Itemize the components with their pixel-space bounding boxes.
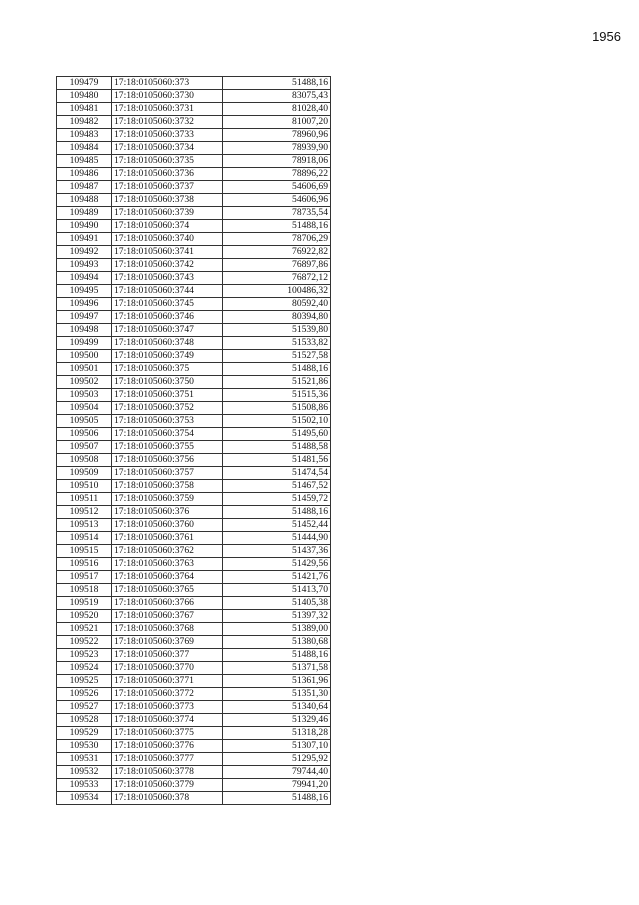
table-row bbox=[57, 116, 331, 129]
cadastral-number: 17:18:0105060:3767 bbox=[112, 610, 223, 623]
cadastral-value: 51488,16 bbox=[223, 792, 331, 805]
cadastral-number: 17:18:0105060:3738 bbox=[112, 194, 223, 207]
table-row bbox=[57, 649, 331, 662]
cadastral-number: 17:18:0105060:375 bbox=[112, 363, 223, 376]
cadastral-number: 17:18:0105060:3749 bbox=[112, 350, 223, 363]
cadastral-value: 51533,82 bbox=[223, 337, 331, 350]
table-row bbox=[57, 389, 331, 402]
table-row bbox=[57, 597, 331, 610]
cadastral-number: 17:18:0105060:3773 bbox=[112, 701, 223, 714]
table-row bbox=[57, 103, 331, 116]
cadastral-number: 17:18:0105060:3764 bbox=[112, 571, 223, 584]
row-number: 109512 bbox=[57, 506, 112, 519]
cadastral-value: 54606,96 bbox=[223, 194, 331, 207]
cadastral-number: 17:18:0105060:3732 bbox=[112, 116, 223, 129]
row-number: 109485 bbox=[57, 155, 112, 168]
row-number: 109479 bbox=[57, 77, 112, 90]
cadastral-value: 78939,90 bbox=[223, 142, 331, 155]
table-row bbox=[57, 220, 331, 233]
cadastral-number: 17:18:0105060:3776 bbox=[112, 740, 223, 753]
cadastral-value: 51488,16 bbox=[223, 363, 331, 376]
cadastral-value: 51405,38 bbox=[223, 597, 331, 610]
table-row bbox=[57, 77, 331, 90]
row-number: 109533 bbox=[57, 779, 112, 792]
row-number: 109498 bbox=[57, 324, 112, 337]
cadastral-value: 51467,52 bbox=[223, 480, 331, 493]
row-number: 109515 bbox=[57, 545, 112, 558]
cadastral-value: 76897,86 bbox=[223, 259, 331, 272]
row-number: 109483 bbox=[57, 129, 112, 142]
table-row bbox=[57, 441, 331, 454]
table-row bbox=[57, 545, 331, 558]
table-row bbox=[57, 298, 331, 311]
row-number: 109519 bbox=[57, 597, 112, 610]
row-number: 109508 bbox=[57, 454, 112, 467]
table-row bbox=[57, 350, 331, 363]
cadastral-value: 51488,16 bbox=[223, 220, 331, 233]
cadastral-value: 51488,16 bbox=[223, 506, 331, 519]
cadastral-number: 17:18:0105060:3774 bbox=[112, 714, 223, 727]
row-number: 109494 bbox=[57, 272, 112, 285]
table-row bbox=[57, 415, 331, 428]
cadastral-value: 81007,20 bbox=[223, 116, 331, 129]
table-row bbox=[57, 90, 331, 103]
cadastral-value: 51397,32 bbox=[223, 610, 331, 623]
row-number: 109492 bbox=[57, 246, 112, 259]
cadastral-number: 17:18:0105060:3752 bbox=[112, 402, 223, 415]
cadastral-value: 51307,10 bbox=[223, 740, 331, 753]
table-row bbox=[57, 454, 331, 467]
row-number: 109491 bbox=[57, 233, 112, 246]
row-number: 109520 bbox=[57, 610, 112, 623]
cadastral-value: 78706,29 bbox=[223, 233, 331, 246]
row-number: 109480 bbox=[57, 90, 112, 103]
cadastral-value: 51539,80 bbox=[223, 324, 331, 337]
table-row bbox=[57, 519, 331, 532]
row-number: 109505 bbox=[57, 415, 112, 428]
cadastral-value: 51380,68 bbox=[223, 636, 331, 649]
row-number: 109518 bbox=[57, 584, 112, 597]
row-number: 109523 bbox=[57, 649, 112, 662]
cadastral-number: 17:18:0105060:3751 bbox=[112, 389, 223, 402]
cadastral-number: 17:18:0105060:3770 bbox=[112, 662, 223, 675]
cadastral-value: 80394,80 bbox=[223, 311, 331, 324]
cadastral-value: 51340,64 bbox=[223, 701, 331, 714]
cadastral-number: 17:18:0105060:3747 bbox=[112, 324, 223, 337]
cadastral-value: 51452,44 bbox=[223, 519, 331, 532]
table-row bbox=[57, 753, 331, 766]
cadastral-number: 17:18:0105060:3778 bbox=[112, 766, 223, 779]
cadastral-number: 17:18:0105060:3766 bbox=[112, 597, 223, 610]
cadastral-number: 17:18:0105060:3779 bbox=[112, 779, 223, 792]
cadastral-number: 17:18:0105060:373 bbox=[112, 77, 223, 90]
table-row bbox=[57, 675, 331, 688]
cadastral-number: 17:18:0105060:3753 bbox=[112, 415, 223, 428]
cadastral-number: 17:18:0105060:377 bbox=[112, 649, 223, 662]
cadastral-value: 51413,70 bbox=[223, 584, 331, 597]
row-number: 109481 bbox=[57, 103, 112, 116]
cadastral-value: 51429,56 bbox=[223, 558, 331, 571]
cadastral-number: 17:18:0105060:3772 bbox=[112, 688, 223, 701]
table-row bbox=[57, 129, 331, 142]
cadastral-number: 17:18:0105060:3733 bbox=[112, 129, 223, 142]
cadastral-value: 76922,82 bbox=[223, 246, 331, 259]
table-row bbox=[57, 194, 331, 207]
table-row bbox=[57, 181, 331, 194]
row-number: 109528 bbox=[57, 714, 112, 727]
row-number: 109527 bbox=[57, 701, 112, 714]
table-row bbox=[57, 714, 331, 727]
cadastral-number: 17:18:0105060:3750 bbox=[112, 376, 223, 389]
row-number: 109517 bbox=[57, 571, 112, 584]
row-number: 109526 bbox=[57, 688, 112, 701]
cadastral-number: 17:18:0105060:3775 bbox=[112, 727, 223, 740]
row-number: 109495 bbox=[57, 285, 112, 298]
cadastral-value: 79744,40 bbox=[223, 766, 331, 779]
row-number: 109509 bbox=[57, 467, 112, 480]
cadastral-value: 51502,10 bbox=[223, 415, 331, 428]
row-number: 109502 bbox=[57, 376, 112, 389]
cadastral-value: 51495,60 bbox=[223, 428, 331, 441]
cadastral-value: 78896,22 bbox=[223, 168, 331, 181]
row-number: 109507 bbox=[57, 441, 112, 454]
cadastral-value: 83075,43 bbox=[223, 90, 331, 103]
cadastral-value: 51389,00 bbox=[223, 623, 331, 636]
table-row bbox=[57, 207, 331, 220]
cadastral-number: 17:18:0105060:3777 bbox=[112, 753, 223, 766]
table-row bbox=[57, 480, 331, 493]
cadastral-table bbox=[56, 76, 331, 805]
row-number: 109499 bbox=[57, 337, 112, 350]
cadastral-value: 51488,16 bbox=[223, 77, 331, 90]
row-number: 109482 bbox=[57, 116, 112, 129]
cadastral-value: 51459,72 bbox=[223, 493, 331, 506]
cadastral-number: 17:18:0105060:378 bbox=[112, 792, 223, 805]
table-body bbox=[57, 77, 331, 805]
cadastral-number: 17:18:0105060:3734 bbox=[112, 142, 223, 155]
row-number: 109486 bbox=[57, 168, 112, 181]
row-number: 109487 bbox=[57, 181, 112, 194]
row-number: 109497 bbox=[57, 311, 112, 324]
table-row bbox=[57, 779, 331, 792]
cadastral-number: 17:18:0105060:3744 bbox=[112, 285, 223, 298]
cadastral-number: 17:18:0105060:3768 bbox=[112, 623, 223, 636]
cadastral-value: 51521,86 bbox=[223, 376, 331, 389]
cadastral-value: 51421,76 bbox=[223, 571, 331, 584]
cadastral-value: 79941,20 bbox=[223, 779, 331, 792]
row-number: 109516 bbox=[57, 558, 112, 571]
table-row bbox=[57, 467, 331, 480]
cadastral-number: 17:18:0105060:3746 bbox=[112, 311, 223, 324]
cadastral-value: 76872,12 bbox=[223, 272, 331, 285]
cadastral-value: 81028,40 bbox=[223, 103, 331, 116]
table-row bbox=[57, 727, 331, 740]
cadastral-number: 17:18:0105060:3742 bbox=[112, 259, 223, 272]
row-number: 109493 bbox=[57, 259, 112, 272]
cadastral-value: 78960,96 bbox=[223, 129, 331, 142]
cadastral-number: 17:18:0105060:3743 bbox=[112, 272, 223, 285]
cadastral-value: 51508,86 bbox=[223, 402, 331, 415]
cadastral-number: 17:18:0105060:3760 bbox=[112, 519, 223, 532]
row-number: 109530 bbox=[57, 740, 112, 753]
cadastral-value: 51351,30 bbox=[223, 688, 331, 701]
cadastral-value: 51474,54 bbox=[223, 467, 331, 480]
cadastral-number: 17:18:0105060:3741 bbox=[112, 246, 223, 259]
cadastral-number: 17:18:0105060:374 bbox=[112, 220, 223, 233]
table-row bbox=[57, 532, 331, 545]
cadastral-number: 17:18:0105060:3739 bbox=[112, 207, 223, 220]
cadastral-number: 17:18:0105060:3748 bbox=[112, 337, 223, 350]
cadastral-value: 51515,36 bbox=[223, 389, 331, 402]
table-row bbox=[57, 506, 331, 519]
cadastral-value: 51488,58 bbox=[223, 441, 331, 454]
row-number: 109490 bbox=[57, 220, 112, 233]
row-number: 109501 bbox=[57, 363, 112, 376]
row-number: 109488 bbox=[57, 194, 112, 207]
table-row bbox=[57, 324, 331, 337]
table-row bbox=[57, 168, 331, 181]
row-number: 109514 bbox=[57, 532, 112, 545]
cadastral-number: 17:18:0105060:3740 bbox=[112, 233, 223, 246]
cadastral-number: 17:18:0105060:3735 bbox=[112, 155, 223, 168]
row-number: 109524 bbox=[57, 662, 112, 675]
table-row bbox=[57, 688, 331, 701]
cadastral-number: 17:18:0105060:3757 bbox=[112, 467, 223, 480]
row-number: 109504 bbox=[57, 402, 112, 415]
cadastral-value: 51437,36 bbox=[223, 545, 331, 558]
cadastral-number: 17:18:0105060:376 bbox=[112, 506, 223, 519]
table-row bbox=[57, 623, 331, 636]
cadastral-number: 17:18:0105060:3765 bbox=[112, 584, 223, 597]
cadastral-number: 17:18:0105060:3762 bbox=[112, 545, 223, 558]
cadastral-value: 51481,56 bbox=[223, 454, 331, 467]
cadastral-value: 51329,46 bbox=[223, 714, 331, 727]
table-row bbox=[57, 571, 331, 584]
table-row bbox=[57, 493, 331, 506]
cadastral-number: 17:18:0105060:3754 bbox=[112, 428, 223, 441]
row-number: 109484 bbox=[57, 142, 112, 155]
cadastral-number: 17:18:0105060:3745 bbox=[112, 298, 223, 311]
cadastral-number: 17:18:0105060:3769 bbox=[112, 636, 223, 649]
row-number: 109510 bbox=[57, 480, 112, 493]
table-row bbox=[57, 428, 331, 441]
cadastral-number: 17:18:0105060:3756 bbox=[112, 454, 223, 467]
table-row bbox=[57, 285, 331, 298]
page-number: 1956 bbox=[592, 29, 621, 44]
cadastral-number: 17:18:0105060:3759 bbox=[112, 493, 223, 506]
row-number: 109532 bbox=[57, 766, 112, 779]
row-number: 109521 bbox=[57, 623, 112, 636]
row-number: 109503 bbox=[57, 389, 112, 402]
cadastral-number: 17:18:0105060:3761 bbox=[112, 532, 223, 545]
cadastral-number: 17:18:0105060:3763 bbox=[112, 558, 223, 571]
table-row bbox=[57, 142, 331, 155]
table-row bbox=[57, 740, 331, 753]
table-row bbox=[57, 376, 331, 389]
cadastral-number: 17:18:0105060:3758 bbox=[112, 480, 223, 493]
row-number: 109489 bbox=[57, 207, 112, 220]
table-row bbox=[57, 155, 331, 168]
row-number: 109525 bbox=[57, 675, 112, 688]
cadastral-value: 51527,58 bbox=[223, 350, 331, 363]
cadastral-value: 51444,90 bbox=[223, 532, 331, 545]
table-row bbox=[57, 272, 331, 285]
cadastral-number: 17:18:0105060:3730 bbox=[112, 90, 223, 103]
table-row bbox=[57, 584, 331, 597]
cadastral-number: 17:18:0105060:3771 bbox=[112, 675, 223, 688]
table-row bbox=[57, 233, 331, 246]
row-number: 109511 bbox=[57, 493, 112, 506]
row-number: 109500 bbox=[57, 350, 112, 363]
table-row bbox=[57, 402, 331, 415]
cadastral-value: 51371,58 bbox=[223, 662, 331, 675]
cadastral-value: 51488,16 bbox=[223, 649, 331, 662]
cadastral-value: 54606,69 bbox=[223, 181, 331, 194]
row-number: 109513 bbox=[57, 519, 112, 532]
table-row bbox=[57, 662, 331, 675]
table-row bbox=[57, 246, 331, 259]
table-row bbox=[57, 259, 331, 272]
row-number: 109506 bbox=[57, 428, 112, 441]
cadastral-number: 17:18:0105060:3755 bbox=[112, 441, 223, 454]
table-row bbox=[57, 363, 331, 376]
table-row bbox=[57, 792, 331, 805]
cadastral-value: 100486,32 bbox=[223, 285, 331, 298]
row-number: 109496 bbox=[57, 298, 112, 311]
cadastral-value: 51318,28 bbox=[223, 727, 331, 740]
table-row bbox=[57, 701, 331, 714]
cadastral-value: 78918,06 bbox=[223, 155, 331, 168]
table-row bbox=[57, 610, 331, 623]
row-number: 109522 bbox=[57, 636, 112, 649]
cadastral-value: 51361,96 bbox=[223, 675, 331, 688]
table-row bbox=[57, 311, 331, 324]
cadastral-number: 17:18:0105060:3737 bbox=[112, 181, 223, 194]
table-row bbox=[57, 636, 331, 649]
cadastral-value: 78735,54 bbox=[223, 207, 331, 220]
row-number: 109529 bbox=[57, 727, 112, 740]
row-number: 109531 bbox=[57, 753, 112, 766]
cadastral-number: 17:18:0105060:3736 bbox=[112, 168, 223, 181]
cadastral-value: 80592,40 bbox=[223, 298, 331, 311]
cadastral-number: 17:18:0105060:3731 bbox=[112, 103, 223, 116]
table-row bbox=[57, 337, 331, 350]
cadastral-value: 51295,92 bbox=[223, 753, 331, 766]
row-number: 109534 bbox=[57, 792, 112, 805]
table-row bbox=[57, 766, 331, 779]
table-row bbox=[57, 558, 331, 571]
